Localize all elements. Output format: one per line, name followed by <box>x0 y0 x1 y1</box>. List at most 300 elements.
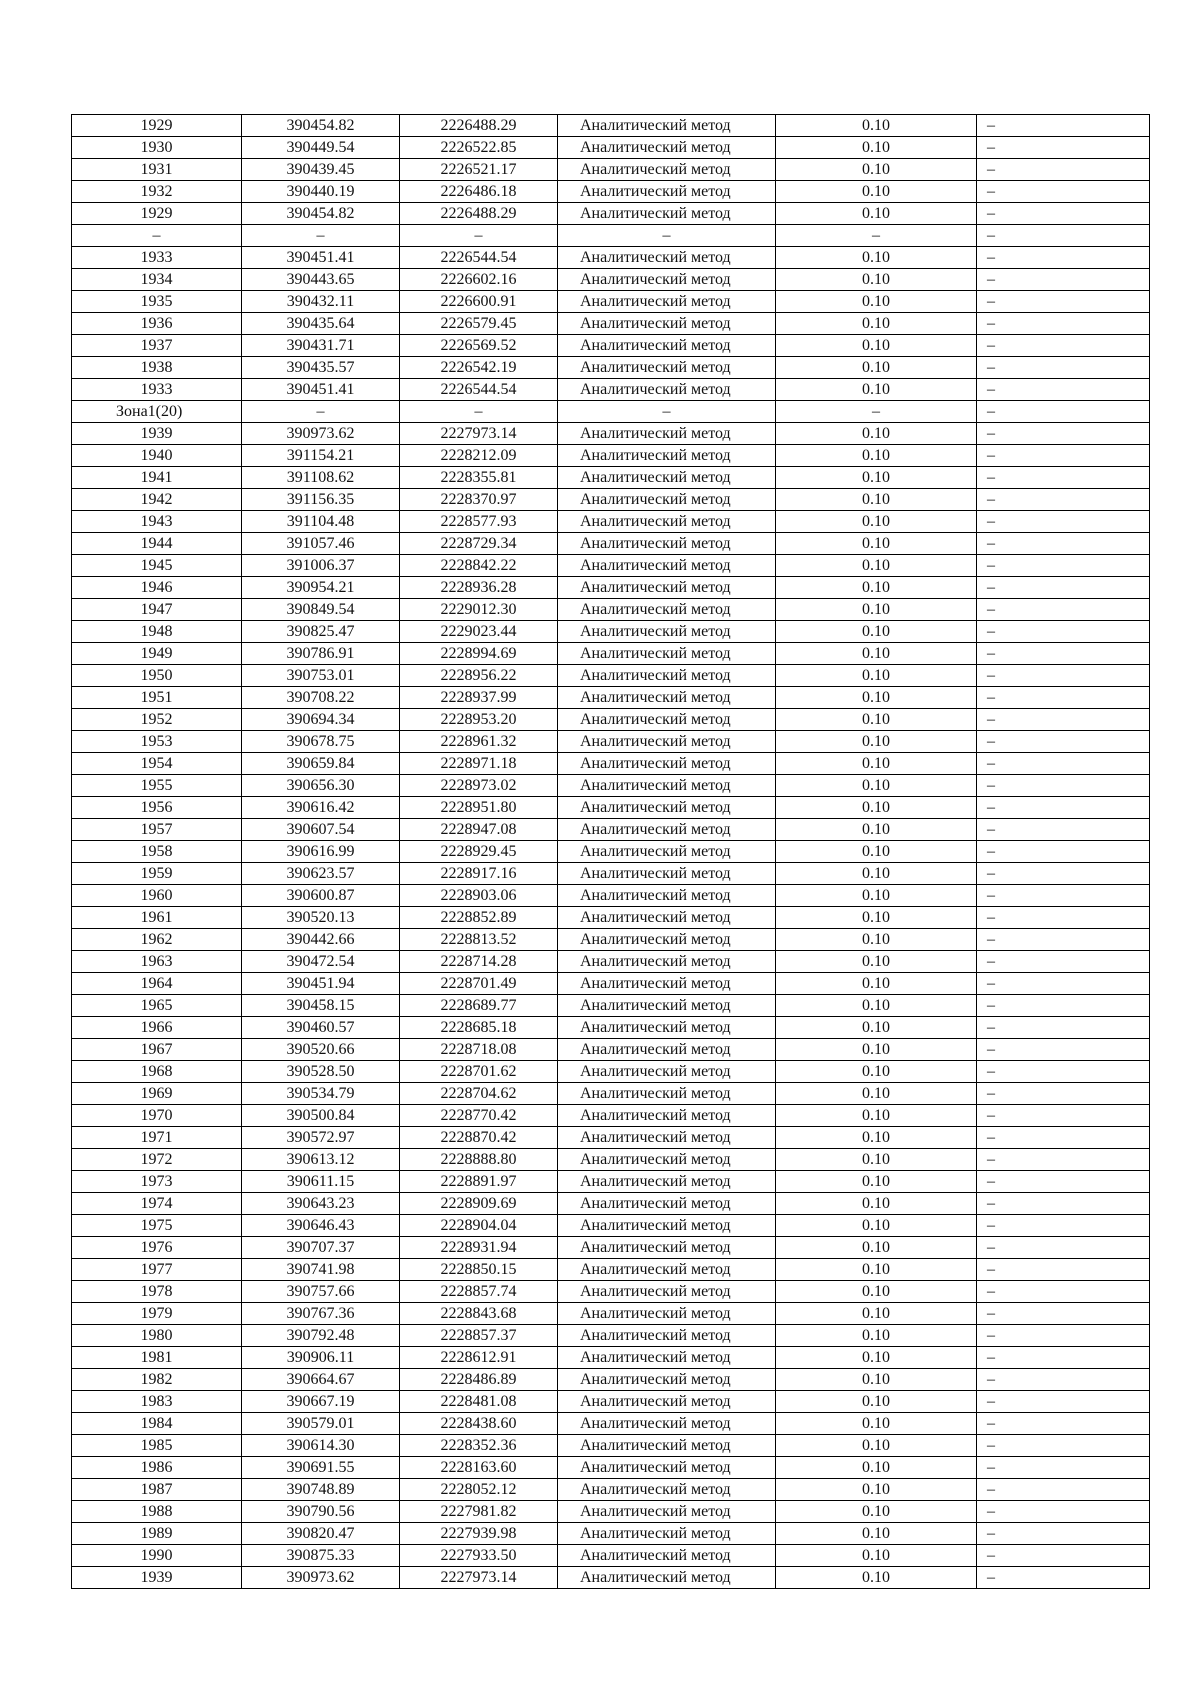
note-cell: – <box>977 1105 1150 1127</box>
note-cell: – <box>977 247 1150 269</box>
x-coordinate-cell: 390579.01 <box>242 1413 400 1435</box>
y-coordinate-cell: 2228701.62 <box>400 1061 558 1083</box>
y-coordinate-cell: 2227933.50 <box>400 1545 558 1567</box>
table-row <box>72 1215 1150 1237</box>
table-row <box>72 885 1150 907</box>
x-coordinate-cell: 390656.30 <box>242 775 400 797</box>
table-row <box>72 753 1150 775</box>
table-row <box>72 599 1150 621</box>
x-coordinate-cell: 390667.19 <box>242 1391 400 1413</box>
x-coordinate-cell: 390664.67 <box>242 1369 400 1391</box>
x-coordinate-cell: 390520.13 <box>242 907 400 929</box>
table-row <box>72 1083 1150 1105</box>
x-coordinate-cell: 390443.65 <box>242 269 400 291</box>
method-cell: Аналитический метод <box>558 709 776 731</box>
note-cell: – <box>977 1259 1150 1281</box>
x-coordinate-cell: 390614.30 <box>242 1435 400 1457</box>
y-coordinate-cell: 2228973.02 <box>400 775 558 797</box>
table-row <box>72 1457 1150 1479</box>
point-number-cell: 1947 <box>72 599 242 621</box>
point-number-cell: 1988 <box>72 1501 242 1523</box>
accuracy-cell: 0.10 <box>776 709 977 731</box>
method-cell: – <box>558 225 776 247</box>
table-row <box>72 533 1150 555</box>
accuracy-cell: 0.10 <box>776 1413 977 1435</box>
table-row <box>72 621 1150 643</box>
point-number-cell: 1939 <box>72 423 242 445</box>
accuracy-cell: 0.10 <box>776 1281 977 1303</box>
point-number-cell: 1937 <box>72 335 242 357</box>
point-number-cell: 1975 <box>72 1215 242 1237</box>
x-coordinate-cell: – <box>242 225 400 247</box>
point-number-cell: 1933 <box>72 247 242 269</box>
table-row <box>72 1303 1150 1325</box>
table-row <box>72 687 1150 709</box>
table-row <box>72 577 1150 599</box>
method-cell: Аналитический метод <box>558 929 776 951</box>
x-coordinate-cell: 390520.66 <box>242 1039 400 1061</box>
table-row <box>72 1325 1150 1347</box>
point-number-cell: 1974 <box>72 1193 242 1215</box>
method-cell: Аналитический метод <box>558 1259 776 1281</box>
note-cell: – <box>977 181 1150 203</box>
method-cell: Аналитический метод <box>558 753 776 775</box>
note-cell: – <box>977 951 1150 973</box>
note-cell: – <box>977 1413 1150 1435</box>
point-number-cell: 1935 <box>72 291 242 313</box>
table-row <box>72 1039 1150 1061</box>
method-cell: Аналитический метод <box>558 819 776 841</box>
y-coordinate-cell: 2228909.69 <box>400 1193 558 1215</box>
x-coordinate-cell: 390757.66 <box>242 1281 400 1303</box>
point-number-cell: 1942 <box>72 489 242 511</box>
table-row <box>72 423 1150 445</box>
note-cell: – <box>977 907 1150 929</box>
x-coordinate-cell: 390616.42 <box>242 797 400 819</box>
accuracy-cell: 0.10 <box>776 555 977 577</box>
method-cell: Аналитический метод <box>558 1523 776 1545</box>
accuracy-cell: 0.10 <box>776 423 977 445</box>
point-number-cell: Зона1(20) <box>72 401 242 423</box>
x-coordinate-cell: 390691.55 <box>242 1457 400 1479</box>
y-coordinate-cell: 2228729.34 <box>400 533 558 555</box>
y-coordinate-cell: 2228903.06 <box>400 885 558 907</box>
point-number-cell: 1950 <box>72 665 242 687</box>
note-cell: – <box>977 1281 1150 1303</box>
y-coordinate-cell: 2228163.60 <box>400 1457 558 1479</box>
point-number-cell: 1954 <box>72 753 242 775</box>
method-cell: Аналитический метод <box>558 951 776 973</box>
table-row <box>72 1501 1150 1523</box>
note-cell: – <box>977 1479 1150 1501</box>
note-cell: – <box>977 1149 1150 1171</box>
method-cell: Аналитический метод <box>558 687 776 709</box>
x-coordinate-cell: 390707.37 <box>242 1237 400 1259</box>
y-coordinate-cell: 2226521.17 <box>400 159 558 181</box>
accuracy-cell: 0.10 <box>776 885 977 907</box>
accuracy-cell: 0.10 <box>776 159 977 181</box>
note-cell: – <box>977 489 1150 511</box>
y-coordinate-cell: 2229012.30 <box>400 599 558 621</box>
y-coordinate-cell: 2228714.28 <box>400 951 558 973</box>
x-coordinate-cell: 390600.87 <box>242 885 400 907</box>
note-cell: – <box>977 929 1150 951</box>
x-coordinate-cell: 390616.99 <box>242 841 400 863</box>
x-coordinate-cell: 391108.62 <box>242 467 400 489</box>
y-coordinate-cell: 2228852.89 <box>400 907 558 929</box>
y-coordinate-cell: 2228947.08 <box>400 819 558 841</box>
x-coordinate-cell: 390820.47 <box>242 1523 400 1545</box>
note-cell: – <box>977 621 1150 643</box>
note-cell: – <box>977 445 1150 467</box>
accuracy-cell: 0.10 <box>776 291 977 313</box>
point-number-cell: 1968 <box>72 1061 242 1083</box>
x-coordinate-cell: 390572.97 <box>242 1127 400 1149</box>
y-coordinate-cell: 2228904.04 <box>400 1215 558 1237</box>
method-cell: Аналитический метод <box>558 1215 776 1237</box>
note-cell: – <box>977 401 1150 423</box>
accuracy-cell: 0.10 <box>776 819 977 841</box>
x-coordinate-cell: 390875.33 <box>242 1545 400 1567</box>
note-cell: – <box>977 1369 1150 1391</box>
method-cell: Аналитический метод <box>558 1017 776 1039</box>
table-row <box>72 951 1150 973</box>
method-cell: Аналитический метод <box>558 1281 776 1303</box>
point-number-cell: 1932 <box>72 181 242 203</box>
y-coordinate-cell: 2226544.54 <box>400 379 558 401</box>
coordinates-sheet <box>71 114 1149 1589</box>
point-number-cell: 1929 <box>72 115 242 137</box>
method-cell: Аналитический метод <box>558 555 776 577</box>
x-coordinate-cell: 390451.41 <box>242 247 400 269</box>
table-row <box>72 775 1150 797</box>
method-cell: Аналитический метод <box>558 1193 776 1215</box>
method-cell: Аналитический метод <box>558 665 776 687</box>
y-coordinate-cell: 2226488.29 <box>400 203 558 225</box>
method-cell: Аналитический метод <box>558 379 776 401</box>
point-number-cell: 1955 <box>72 775 242 797</box>
accuracy-cell: 0.10 <box>776 1435 977 1457</box>
y-coordinate-cell: 2226600.91 <box>400 291 558 313</box>
point-number-cell: 1967 <box>72 1039 242 1061</box>
x-coordinate-cell: 390786.91 <box>242 643 400 665</box>
method-cell: Аналитический метод <box>558 1171 776 1193</box>
accuracy-cell: 0.10 <box>776 1127 977 1149</box>
note-cell: – <box>977 1523 1150 1545</box>
point-number-cell: 1986 <box>72 1457 242 1479</box>
accuracy-cell: 0.10 <box>776 841 977 863</box>
x-coordinate-cell: 390954.21 <box>242 577 400 599</box>
table-row <box>72 313 1150 335</box>
y-coordinate-cell: 2228891.97 <box>400 1171 558 1193</box>
y-coordinate-cell: 2228352.36 <box>400 1435 558 1457</box>
accuracy-cell: 0.10 <box>776 203 977 225</box>
method-cell: Аналитический метод <box>558 1303 776 1325</box>
y-coordinate-cell: 2227973.14 <box>400 1567 558 1589</box>
point-number-cell: 1953 <box>72 731 242 753</box>
method-cell: Аналитический метод <box>558 1457 776 1479</box>
table-row <box>72 203 1150 225</box>
method-cell: Аналитический метод <box>558 137 776 159</box>
y-coordinate-cell: 2228685.18 <box>400 1017 558 1039</box>
accuracy-cell: 0.10 <box>776 533 977 555</box>
note-cell: – <box>977 819 1150 841</box>
accuracy-cell: 0.10 <box>776 731 977 753</box>
point-number-cell: 1930 <box>72 137 242 159</box>
method-cell: – <box>558 401 776 423</box>
table-row <box>72 1105 1150 1127</box>
accuracy-cell: 0.10 <box>776 1083 977 1105</box>
note-cell: – <box>977 225 1150 247</box>
accuracy-cell: 0.10 <box>776 1391 977 1413</box>
table-row <box>72 357 1150 379</box>
y-coordinate-cell: 2228917.16 <box>400 863 558 885</box>
table-row <box>72 1061 1150 1083</box>
note-cell: – <box>977 467 1150 489</box>
x-coordinate-cell: 390753.01 <box>242 665 400 687</box>
point-number-cell: 1934 <box>72 269 242 291</box>
accuracy-cell: 0.10 <box>776 1039 977 1061</box>
x-coordinate-cell: 391006.37 <box>242 555 400 577</box>
table-row <box>72 1193 1150 1215</box>
method-cell: Аналитический метод <box>558 1545 776 1567</box>
y-coordinate-cell: 2228843.68 <box>400 1303 558 1325</box>
point-number-cell: 1952 <box>72 709 242 731</box>
point-number-cell: 1957 <box>72 819 242 841</box>
x-coordinate-cell: 390906.11 <box>242 1347 400 1369</box>
method-cell: Аналитический метод <box>558 1567 776 1589</box>
accuracy-cell: 0.10 <box>776 1501 977 1523</box>
y-coordinate-cell: 2228842.22 <box>400 555 558 577</box>
note-cell: – <box>977 1061 1150 1083</box>
y-coordinate-cell: 2226544.54 <box>400 247 558 269</box>
coordinates-table-body <box>72 115 1150 1589</box>
point-number-cell: 1982 <box>72 1369 242 1391</box>
y-coordinate-cell: 2228701.49 <box>400 973 558 995</box>
note-cell: – <box>977 709 1150 731</box>
note-cell: – <box>977 775 1150 797</box>
accuracy-cell: 0.10 <box>776 929 977 951</box>
point-number-cell: 1938 <box>72 357 242 379</box>
y-coordinate-cell: 2229023.44 <box>400 621 558 643</box>
point-number-cell: 1944 <box>72 533 242 555</box>
table-row <box>72 1413 1150 1435</box>
accuracy-cell: 0.10 <box>776 181 977 203</box>
table-row <box>72 115 1150 137</box>
coordinates-table <box>71 114 1150 1589</box>
method-cell: Аналитический метод <box>558 533 776 555</box>
y-coordinate-cell: 2228481.08 <box>400 1391 558 1413</box>
note-cell: – <box>977 423 1150 445</box>
accuracy-cell: 0.10 <box>776 621 977 643</box>
method-cell: Аналитический метод <box>558 1325 776 1347</box>
x-coordinate-cell: 391057.46 <box>242 533 400 555</box>
note-cell: – <box>977 643 1150 665</box>
point-number-cell: 1984 <box>72 1413 242 1435</box>
y-coordinate-cell: 2228888.80 <box>400 1149 558 1171</box>
note-cell: – <box>977 137 1150 159</box>
x-coordinate-cell: 390431.71 <box>242 335 400 357</box>
x-coordinate-cell: 391156.35 <box>242 489 400 511</box>
note-cell: – <box>977 687 1150 709</box>
accuracy-cell: 0.10 <box>776 445 977 467</box>
note-cell: – <box>977 1039 1150 1061</box>
point-number-cell: 1960 <box>72 885 242 907</box>
method-cell: Аналитический метод <box>558 489 776 511</box>
note-cell: – <box>977 1083 1150 1105</box>
accuracy-cell: 0.10 <box>776 1259 977 1281</box>
table-row <box>72 841 1150 863</box>
x-coordinate-cell: 390454.82 <box>242 115 400 137</box>
y-coordinate-cell: 2228704.62 <box>400 1083 558 1105</box>
note-cell: – <box>977 555 1150 577</box>
accuracy-cell: 0.10 <box>776 1347 977 1369</box>
accuracy-cell: 0.10 <box>776 643 977 665</box>
table-row <box>72 1479 1150 1501</box>
method-cell: Аналитический метод <box>558 731 776 753</box>
y-coordinate-cell: 2228929.45 <box>400 841 558 863</box>
table-row <box>72 401 1150 423</box>
table-row <box>72 643 1150 665</box>
point-number-cell: 1939 <box>72 1567 242 1589</box>
x-coordinate-cell: 390435.57 <box>242 357 400 379</box>
method-cell: Аналитический метод <box>558 1347 776 1369</box>
accuracy-cell: 0.10 <box>776 379 977 401</box>
point-number-cell: 1958 <box>72 841 242 863</box>
x-coordinate-cell: 391154.21 <box>242 445 400 467</box>
x-coordinate-cell: 390748.89 <box>242 1479 400 1501</box>
table-row <box>72 1391 1150 1413</box>
method-cell: Аналитический метод <box>558 1127 776 1149</box>
point-number-cell: 1987 <box>72 1479 242 1501</box>
table-row <box>72 995 1150 1017</box>
note-cell: – <box>977 115 1150 137</box>
point-number-cell: 1943 <box>72 511 242 533</box>
y-coordinate-cell: 2228212.09 <box>400 445 558 467</box>
y-coordinate-cell: 2228937.99 <box>400 687 558 709</box>
note-cell: – <box>977 599 1150 621</box>
note-cell: – <box>977 1303 1150 1325</box>
accuracy-cell: 0.10 <box>776 1149 977 1171</box>
point-number-cell: 1979 <box>72 1303 242 1325</box>
x-coordinate-cell: 390694.34 <box>242 709 400 731</box>
y-coordinate-cell: 2227939.98 <box>400 1523 558 1545</box>
note-cell: – <box>977 1567 1150 1589</box>
table-row <box>72 445 1150 467</box>
method-cell: Аналитический метод <box>558 1369 776 1391</box>
point-number-cell: 1990 <box>72 1545 242 1567</box>
point-number-cell: 1951 <box>72 687 242 709</box>
accuracy-cell: 0.10 <box>776 247 977 269</box>
x-coordinate-cell: 390678.75 <box>242 731 400 753</box>
point-number-cell: 1973 <box>72 1171 242 1193</box>
note-cell: – <box>977 753 1150 775</box>
table-row <box>72 863 1150 885</box>
x-coordinate-cell: 390792.48 <box>242 1325 400 1347</box>
y-coordinate-cell: 2228951.80 <box>400 797 558 819</box>
table-row <box>72 1017 1150 1039</box>
point-number-cell: 1929 <box>72 203 242 225</box>
accuracy-cell: 0.10 <box>776 863 977 885</box>
point-number-cell: 1985 <box>72 1435 242 1457</box>
point-number-cell: 1956 <box>72 797 242 819</box>
method-cell: Аналитический метод <box>558 863 776 885</box>
method-cell: Аналитический метод <box>558 1435 776 1457</box>
accuracy-cell: 0.10 <box>776 137 977 159</box>
y-coordinate-cell: 2228994.69 <box>400 643 558 665</box>
note-cell: – <box>977 335 1150 357</box>
method-cell: Аналитический метод <box>558 313 776 335</box>
note-cell: – <box>977 1171 1150 1193</box>
x-coordinate-cell: 390440.19 <box>242 181 400 203</box>
method-cell: Аналитический метод <box>558 995 776 1017</box>
x-coordinate-cell: 390973.62 <box>242 1567 400 1589</box>
y-coordinate-cell: 2228370.97 <box>400 489 558 511</box>
method-cell: Аналитический метод <box>558 775 776 797</box>
x-coordinate-cell: 390528.50 <box>242 1061 400 1083</box>
accuracy-cell: 0.10 <box>776 1479 977 1501</box>
y-coordinate-cell: 2228612.91 <box>400 1347 558 1369</box>
accuracy-cell: 0.10 <box>776 951 977 973</box>
point-number-cell: 1949 <box>72 643 242 665</box>
point-number-cell: 1983 <box>72 1391 242 1413</box>
point-number-cell: 1948 <box>72 621 242 643</box>
table-row <box>72 511 1150 533</box>
note-cell: – <box>977 203 1150 225</box>
x-coordinate-cell: 391104.48 <box>242 511 400 533</box>
point-number-cell: 1978 <box>72 1281 242 1303</box>
accuracy-cell: 0.10 <box>776 357 977 379</box>
note-cell: – <box>977 731 1150 753</box>
note-cell: – <box>977 665 1150 687</box>
accuracy-cell: 0.10 <box>776 335 977 357</box>
y-coordinate-cell: 2228577.93 <box>400 511 558 533</box>
accuracy-cell: 0.10 <box>776 467 977 489</box>
method-cell: Аналитический метод <box>558 643 776 665</box>
y-coordinate-cell: 2227973.14 <box>400 423 558 445</box>
method-cell: Аналитический метод <box>558 1413 776 1435</box>
x-coordinate-cell: 390460.57 <box>242 1017 400 1039</box>
table-row <box>72 1567 1150 1589</box>
table-row <box>72 181 1150 203</box>
note-cell: – <box>977 1193 1150 1215</box>
point-number-cell: 1969 <box>72 1083 242 1105</box>
y-coordinate-cell: 2228971.18 <box>400 753 558 775</box>
x-coordinate-cell: 390708.22 <box>242 687 400 709</box>
y-coordinate-cell: 2228956.22 <box>400 665 558 687</box>
x-coordinate-cell: 390472.54 <box>242 951 400 973</box>
method-cell: Аналитический метод <box>558 1391 776 1413</box>
x-coordinate-cell: 390451.41 <box>242 379 400 401</box>
table-row <box>72 555 1150 577</box>
point-number-cell: 1980 <box>72 1325 242 1347</box>
method-cell: Аналитический метод <box>558 1501 776 1523</box>
x-coordinate-cell: 390500.84 <box>242 1105 400 1127</box>
y-coordinate-cell: 2228931.94 <box>400 1237 558 1259</box>
table-row <box>72 1347 1150 1369</box>
point-number-cell: 1976 <box>72 1237 242 1259</box>
point-number-cell: 1966 <box>72 1017 242 1039</box>
accuracy-cell: – <box>776 401 977 423</box>
point-number-cell: 1940 <box>72 445 242 467</box>
method-cell: Аналитический метод <box>558 247 776 269</box>
x-coordinate-cell: 390611.15 <box>242 1171 400 1193</box>
point-number-cell: 1989 <box>72 1523 242 1545</box>
x-coordinate-cell: 390613.12 <box>242 1149 400 1171</box>
table-row <box>72 819 1150 841</box>
x-coordinate-cell: 390973.62 <box>242 423 400 445</box>
accuracy-cell: 0.10 <box>776 1457 977 1479</box>
